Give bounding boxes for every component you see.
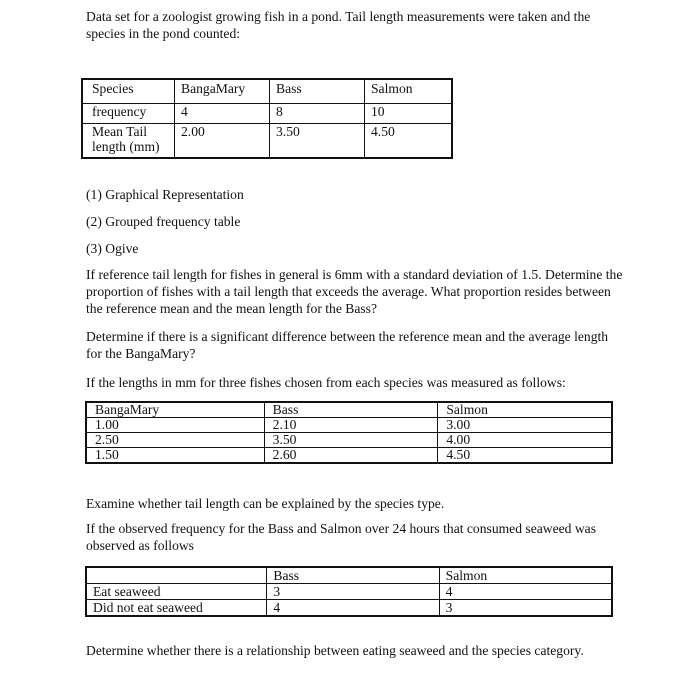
table-cell: 3.00 (438, 418, 612, 433)
table-header: Bass (270, 79, 365, 104)
table-cell: 1.50 (86, 448, 264, 464)
table-cell: 10 (365, 104, 453, 124)
question-paragraph: Determine if there is a significant difference between the reference mean and the average length for the BangaMary? (86, 329, 609, 361)
table-cell: 3 (439, 600, 612, 617)
table-cell: 1.00 (86, 418, 264, 433)
seaweed-table (85, 566, 613, 617)
table-header: BangaMary (175, 79, 270, 104)
species-summary-table (81, 78, 453, 159)
table-header: Salmon (365, 79, 453, 104)
table-cell: 2.50 (86, 433, 264, 448)
table-cell: 4.50 (438, 448, 612, 464)
table-cell: Eat seaweed (86, 584, 267, 600)
table-cell: 8 (270, 104, 365, 124)
question-paragraph: If the observed frequency for the Bass and Salmon over 24 hours that consumed seaweed was observed as follows (86, 521, 596, 553)
table-cell: 4 (267, 600, 439, 617)
table-cell: 2.00 (175, 124, 270, 159)
table-header: Salmon (439, 567, 612, 584)
table-cell: 4 (439, 584, 612, 600)
table-header: Bass (264, 402, 438, 418)
table-cell: 4.00 (438, 433, 612, 448)
table-cell: frequency (82, 104, 175, 124)
table-header: Species (82, 79, 175, 104)
table-cell: 4 (175, 104, 270, 124)
table-cell: 4.50 (365, 124, 453, 159)
task-item: (3) Ogive (86, 241, 139, 256)
question-paragraph: If reference tail length for fishes in general is 6mm with a standard deviation of 1.5. Determine the proportion of fishes with a tail length that exceeds the average. What proportion resides between the reference mean and the mean length for the Bass? (86, 267, 623, 316)
lengths-table (85, 401, 613, 464)
table-header: Bass (267, 567, 439, 584)
table-cell: 2.60 (264, 448, 438, 464)
table-cell: Mean Tail length (mm) (82, 124, 175, 159)
intro-text: Data set for a zoologist growing fish in a pond. Tail length measurements were taken and the species in the pond counted: (86, 9, 591, 41)
question-paragraph: Determine whether there is a relationship between eating seaweed and the species category. (86, 643, 584, 658)
question-paragraph: Examine whether tail length can be explained by the species type. (86, 496, 445, 511)
task-item: (2) Grouped frequency table (86, 214, 241, 229)
question-paragraph: If the lengths in mm for three fishes chosen from each species was measured as follows: (86, 375, 566, 390)
table-cell: 2.10 (264, 418, 438, 433)
table-cell: Did not eat seaweed (86, 600, 267, 617)
table-cell: 3.50 (264, 433, 438, 448)
task-item: (1) Graphical Representation (86, 187, 244, 202)
table-cell: 3 (267, 584, 439, 600)
table-header: Salmon (438, 402, 612, 418)
table-header: BangaMary (86, 402, 264, 418)
table-header (86, 567, 267, 584)
table-cell: 3.50 (270, 124, 365, 159)
